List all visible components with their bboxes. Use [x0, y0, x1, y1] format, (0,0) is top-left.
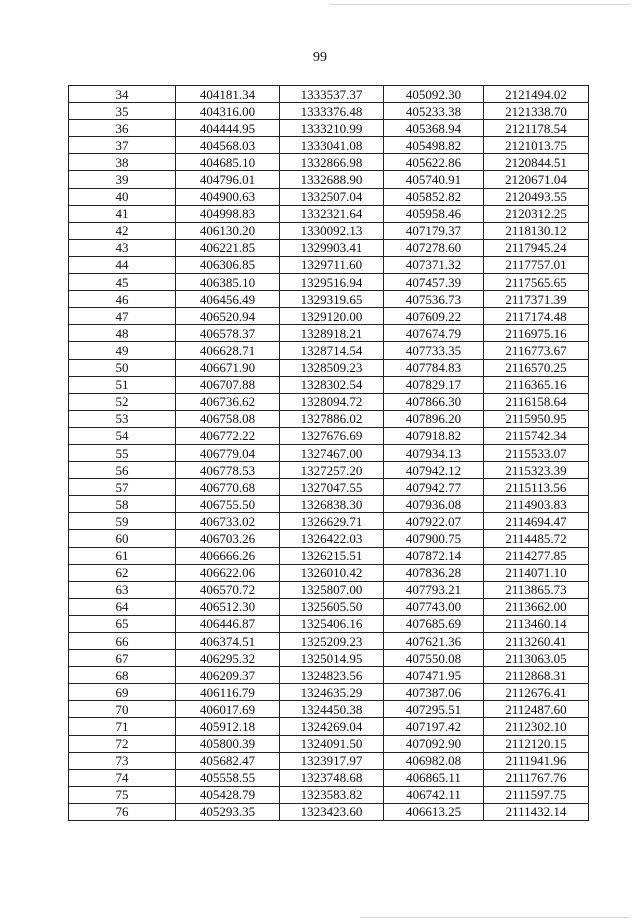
y2-cell: 2121013.75: [484, 137, 589, 154]
point-number-cell: 45: [69, 274, 176, 291]
x2-cell: 407387.06: [384, 684, 484, 701]
y1-cell: 1329711.60: [280, 256, 384, 273]
table-row: [69, 342, 589, 359]
x1-cell: 406755.50: [176, 496, 280, 513]
y1-cell: 1332688.90: [280, 171, 384, 188]
point-number-cell: 38: [69, 154, 176, 171]
y1-cell: 1324269.04: [280, 718, 384, 735]
table-row: [69, 513, 589, 530]
y1-cell: 1328918.21: [280, 325, 384, 342]
x1-cell: 406512.30: [176, 598, 280, 615]
point-number-cell: 39: [69, 171, 176, 188]
y2-cell: 2121338.70: [484, 103, 589, 120]
x1-cell: 405558.55: [176, 769, 280, 786]
point-number-cell: 40: [69, 188, 176, 205]
y1-cell: 1323423.60: [280, 803, 384, 820]
x1-cell: 404316.00: [176, 103, 280, 120]
x2-cell: 407934.13: [384, 444, 484, 461]
x1-cell: 406622.06: [176, 564, 280, 581]
table-row: [69, 274, 589, 291]
x2-cell: 406865.11: [384, 769, 484, 786]
x1-cell: 406770.68: [176, 479, 280, 496]
table-row: [69, 769, 589, 786]
point-number-cell: 59: [69, 513, 176, 530]
x2-cell: 407942.12: [384, 462, 484, 479]
y1-cell: 1328714.54: [280, 342, 384, 359]
y2-cell: 2116365.16: [484, 376, 589, 393]
x2-cell: 407457.39: [384, 274, 484, 291]
x1-cell: 406778.53: [176, 462, 280, 479]
x1-cell: 406385.10: [176, 274, 280, 291]
x2-cell: 407092.90: [384, 735, 484, 752]
point-number-cell: 47: [69, 308, 176, 325]
x2-cell: 407179.37: [384, 222, 484, 239]
table-row: [69, 410, 589, 427]
x2-cell: 407743.00: [384, 598, 484, 615]
point-number-cell: 64: [69, 598, 176, 615]
point-number-cell: 43: [69, 239, 176, 256]
y1-cell: 1325807.00: [280, 581, 384, 598]
x2-cell: 407866.30: [384, 393, 484, 410]
x1-cell: 406779.04: [176, 444, 280, 461]
x1-cell: 405293.35: [176, 803, 280, 820]
point-number-cell: 58: [69, 496, 176, 513]
point-number-cell: 56: [69, 462, 176, 479]
table-row: [69, 222, 589, 239]
y2-cell: 2114071.10: [484, 564, 589, 581]
x2-cell: 407942.77: [384, 479, 484, 496]
x1-cell: 406017.69: [176, 701, 280, 718]
x1-cell: 404900.63: [176, 188, 280, 205]
y2-cell: 2112487.60: [484, 701, 589, 718]
x1-cell: 406374.51: [176, 633, 280, 650]
table-row: [69, 359, 589, 376]
x1-cell: 404685.10: [176, 154, 280, 171]
x2-cell: 407922.07: [384, 513, 484, 530]
point-number-cell: 69: [69, 684, 176, 701]
table-row: [69, 701, 589, 718]
y2-cell: 2114485.72: [484, 530, 589, 547]
x1-cell: 406772.22: [176, 427, 280, 444]
y1-cell: 1327047.55: [280, 479, 384, 496]
y1-cell: 1326215.51: [280, 547, 384, 564]
x1-cell: 406707.88: [176, 376, 280, 393]
point-number-cell: 36: [69, 120, 176, 137]
table-row: [69, 427, 589, 444]
table-row: [69, 308, 589, 325]
x2-cell: 406742.11: [384, 786, 484, 803]
y2-cell: 2115533.07: [484, 444, 589, 461]
x2-cell: 407784.83: [384, 359, 484, 376]
point-number-cell: 34: [69, 86, 176, 103]
y2-cell: 2121494.02: [484, 86, 589, 103]
table-row: [69, 376, 589, 393]
y1-cell: 1332507.04: [280, 188, 384, 205]
y1-cell: 1325406.16: [280, 615, 384, 632]
y2-cell: 2117757.01: [484, 256, 589, 273]
table-row: [69, 650, 589, 667]
y2-cell: 2113662.00: [484, 598, 589, 615]
x2-cell: 405852.82: [384, 188, 484, 205]
x1-cell: 406306.85: [176, 256, 280, 273]
point-number-cell: 42: [69, 222, 176, 239]
x1-cell: 404796.01: [176, 171, 280, 188]
x2-cell: 407872.14: [384, 547, 484, 564]
table-row: [69, 496, 589, 513]
point-number-cell: 60: [69, 530, 176, 547]
x2-cell: 405233.38: [384, 103, 484, 120]
x1-cell: 405428.79: [176, 786, 280, 803]
x1-cell: 406758.08: [176, 410, 280, 427]
y2-cell: 2115113.56: [484, 479, 589, 496]
point-number-cell: 37: [69, 137, 176, 154]
y2-cell: 2113460.14: [484, 615, 589, 632]
y2-cell: 2113063.05: [484, 650, 589, 667]
x1-cell: 405912.18: [176, 718, 280, 735]
x2-cell: 407536.73: [384, 291, 484, 308]
y2-cell: 2117371.39: [484, 291, 589, 308]
y1-cell: 1328509.23: [280, 359, 384, 376]
y1-cell: 1326422.03: [280, 530, 384, 547]
table-row: [69, 103, 589, 120]
table-row: [69, 479, 589, 496]
x1-cell: 406116.79: [176, 684, 280, 701]
y2-cell: 2120493.55: [484, 188, 589, 205]
y2-cell: 2114903.83: [484, 496, 589, 513]
y1-cell: 1324823.56: [280, 667, 384, 684]
point-number-cell: 35: [69, 103, 176, 120]
y1-cell: 1324635.29: [280, 684, 384, 701]
x2-cell: 405958.46: [384, 205, 484, 222]
coordinates-table: [68, 85, 589, 821]
x2-cell: 407896.20: [384, 410, 484, 427]
scan-edge-line: [360, 917, 630, 918]
page-number: 99: [313, 50, 327, 65]
x2-cell: 407471.95: [384, 667, 484, 684]
y2-cell: 2116975.16: [484, 325, 589, 342]
y1-cell: 1325014.95: [280, 650, 384, 667]
table-row: [69, 530, 589, 547]
point-number-cell: 65: [69, 615, 176, 632]
y1-cell: 1328094.72: [280, 393, 384, 410]
x2-cell: 407900.75: [384, 530, 484, 547]
point-number-cell: 50: [69, 359, 176, 376]
y2-cell: 2117565.65: [484, 274, 589, 291]
y1-cell: 1327467.00: [280, 444, 384, 461]
x2-cell: 407918.82: [384, 427, 484, 444]
y2-cell: 2120312.25: [484, 205, 589, 222]
y1-cell: 1327676.69: [280, 427, 384, 444]
y2-cell: 2111432.14: [484, 803, 589, 820]
x2-cell: 407278.60: [384, 239, 484, 256]
x2-cell: 405092.30: [384, 86, 484, 103]
y2-cell: 2111597.75: [484, 786, 589, 803]
x2-cell: 405622.86: [384, 154, 484, 171]
x1-cell: 406446.87: [176, 615, 280, 632]
x1-cell: 406733.02: [176, 513, 280, 530]
point-number-cell: 44: [69, 256, 176, 273]
y1-cell: 1326010.42: [280, 564, 384, 581]
y1-cell: 1329319.65: [280, 291, 384, 308]
point-number-cell: 62: [69, 564, 176, 581]
y2-cell: 2112120.15: [484, 735, 589, 752]
table-row: [69, 171, 589, 188]
y1-cell: 1333041.08: [280, 137, 384, 154]
x2-cell: 407295.51: [384, 701, 484, 718]
x1-cell: 406209.37: [176, 667, 280, 684]
y2-cell: 2111941.96: [484, 752, 589, 769]
table-row: [69, 256, 589, 273]
x1-cell: 406736.62: [176, 393, 280, 410]
x1-cell: 405682.47: [176, 752, 280, 769]
coordinates-table-body: [69, 86, 589, 821]
y2-cell: 2116570.25: [484, 359, 589, 376]
x2-cell: 407836.28: [384, 564, 484, 581]
table-row: [69, 325, 589, 342]
y1-cell: 1325605.50: [280, 598, 384, 615]
x1-cell: 406703.26: [176, 530, 280, 547]
y2-cell: 2116773.67: [484, 342, 589, 359]
y1-cell: 1323917.97: [280, 752, 384, 769]
y1-cell: 1329903.41: [280, 239, 384, 256]
x1-cell: 405800.39: [176, 735, 280, 752]
point-number-cell: 55: [69, 444, 176, 461]
point-number-cell: 71: [69, 718, 176, 735]
x2-cell: 407550.08: [384, 650, 484, 667]
point-number-cell: 67: [69, 650, 176, 667]
y1-cell: 1332321.64: [280, 205, 384, 222]
y1-cell: 1324450.38: [280, 701, 384, 718]
table-row: [69, 137, 589, 154]
table-row: [69, 291, 589, 308]
y1-cell: 1323583.82: [280, 786, 384, 803]
y2-cell: 2113260.41: [484, 633, 589, 650]
point-number-cell: 76: [69, 803, 176, 820]
x2-cell: 407829.17: [384, 376, 484, 393]
point-number-cell: 72: [69, 735, 176, 752]
point-number-cell: 63: [69, 581, 176, 598]
table-row: [69, 684, 589, 701]
y2-cell: 2121178.54: [484, 120, 589, 137]
y1-cell: 1329120.00: [280, 308, 384, 325]
y2-cell: 2114277.85: [484, 547, 589, 564]
y1-cell: 1333537.37: [280, 86, 384, 103]
x1-cell: 406456.49: [176, 291, 280, 308]
y1-cell: 1326838.30: [280, 496, 384, 513]
point-number-cell: 52: [69, 393, 176, 410]
y1-cell: 1324091.50: [280, 735, 384, 752]
table-row: [69, 547, 589, 564]
table-row: [69, 718, 589, 735]
x1-cell: 404568.03: [176, 137, 280, 154]
y2-cell: 2114694.47: [484, 513, 589, 530]
y2-cell: 2115323.39: [484, 462, 589, 479]
x2-cell: 407685.69: [384, 615, 484, 632]
x2-cell: 407936.08: [384, 496, 484, 513]
table-row: [69, 633, 589, 650]
y2-cell: 2113865.73: [484, 581, 589, 598]
x2-cell: 407793.21: [384, 581, 484, 598]
table-row: [69, 239, 589, 256]
point-number-cell: 75: [69, 786, 176, 803]
x2-cell: 407621.36: [384, 633, 484, 650]
point-number-cell: 54: [69, 427, 176, 444]
table-row: [69, 86, 589, 103]
x1-cell: 404181.34: [176, 86, 280, 103]
point-number-cell: 48: [69, 325, 176, 342]
point-number-cell: 51: [69, 376, 176, 393]
y2-cell: 2120671.04: [484, 171, 589, 188]
table-row: [69, 786, 589, 803]
x1-cell: 406666.26: [176, 547, 280, 564]
table-row: [69, 120, 589, 137]
x1-cell: 404998.83: [176, 205, 280, 222]
table-row: [69, 205, 589, 222]
y2-cell: 2112676.41: [484, 684, 589, 701]
y2-cell: 2112302.10: [484, 718, 589, 735]
y2-cell: 2117174.48: [484, 308, 589, 325]
y1-cell: 1333376.48: [280, 103, 384, 120]
point-number-cell: 61: [69, 547, 176, 564]
x1-cell: 406628.71: [176, 342, 280, 359]
y1-cell: 1329516.94: [280, 274, 384, 291]
x2-cell: 407371.32: [384, 256, 484, 273]
x1-cell: 406671.90: [176, 359, 280, 376]
x1-cell: 404444.95: [176, 120, 280, 137]
point-number-cell: 68: [69, 667, 176, 684]
x2-cell: 407197.42: [384, 718, 484, 735]
table-row: [69, 598, 589, 615]
x1-cell: 406130.20: [176, 222, 280, 239]
point-number-cell: 66: [69, 633, 176, 650]
x2-cell: 407609.22: [384, 308, 484, 325]
table-row: [69, 752, 589, 769]
x2-cell: 405740.91: [384, 171, 484, 188]
x1-cell: 406295.32: [176, 650, 280, 667]
table-row: [69, 735, 589, 752]
y2-cell: 2117945.24: [484, 239, 589, 256]
y1-cell: 1325209.23: [280, 633, 384, 650]
x2-cell: 405368.94: [384, 120, 484, 137]
table-row: [69, 444, 589, 461]
point-number-cell: 74: [69, 769, 176, 786]
table-row: [69, 462, 589, 479]
y1-cell: 1327257.20: [280, 462, 384, 479]
table-row: [69, 615, 589, 632]
point-number-cell: 49: [69, 342, 176, 359]
table-row: [69, 581, 589, 598]
point-number-cell: 41: [69, 205, 176, 222]
y1-cell: 1327886.02: [280, 410, 384, 427]
table-row: [69, 393, 589, 410]
point-number-cell: 46: [69, 291, 176, 308]
y2-cell: 2118130.12: [484, 222, 589, 239]
y1-cell: 1323748.68: [280, 769, 384, 786]
point-number-cell: 53: [69, 410, 176, 427]
y1-cell: 1328302.54: [280, 376, 384, 393]
y1-cell: 1330092.13: [280, 222, 384, 239]
table-row: [69, 564, 589, 581]
x2-cell: 405498.82: [384, 137, 484, 154]
x2-cell: 406613.25: [384, 803, 484, 820]
table-row: [69, 803, 589, 820]
table-row: [69, 154, 589, 171]
point-number-cell: 57: [69, 479, 176, 496]
y1-cell: 1326629.71: [280, 513, 384, 530]
point-number-cell: 70: [69, 701, 176, 718]
table-row: [69, 667, 589, 684]
y2-cell: 2116158.64: [484, 393, 589, 410]
y2-cell: 2112868.31: [484, 667, 589, 684]
x1-cell: 406520.94: [176, 308, 280, 325]
x2-cell: 407733.35: [384, 342, 484, 359]
x2-cell: 407674.79: [384, 325, 484, 342]
y2-cell: 2111767.76: [484, 769, 589, 786]
x1-cell: 406221.85: [176, 239, 280, 256]
y2-cell: 2115742.34: [484, 427, 589, 444]
y1-cell: 1332866.98: [280, 154, 384, 171]
table-row: [69, 188, 589, 205]
point-number-cell: 73: [69, 752, 176, 769]
x2-cell: 406982.08: [384, 752, 484, 769]
x1-cell: 406570.72: [176, 581, 280, 598]
scan-edge-line: [330, 4, 630, 5]
y1-cell: 1333210.99: [280, 120, 384, 137]
x1-cell: 406578.37: [176, 325, 280, 342]
y2-cell: 2115950.95: [484, 410, 589, 427]
y2-cell: 2120844.51: [484, 154, 589, 171]
